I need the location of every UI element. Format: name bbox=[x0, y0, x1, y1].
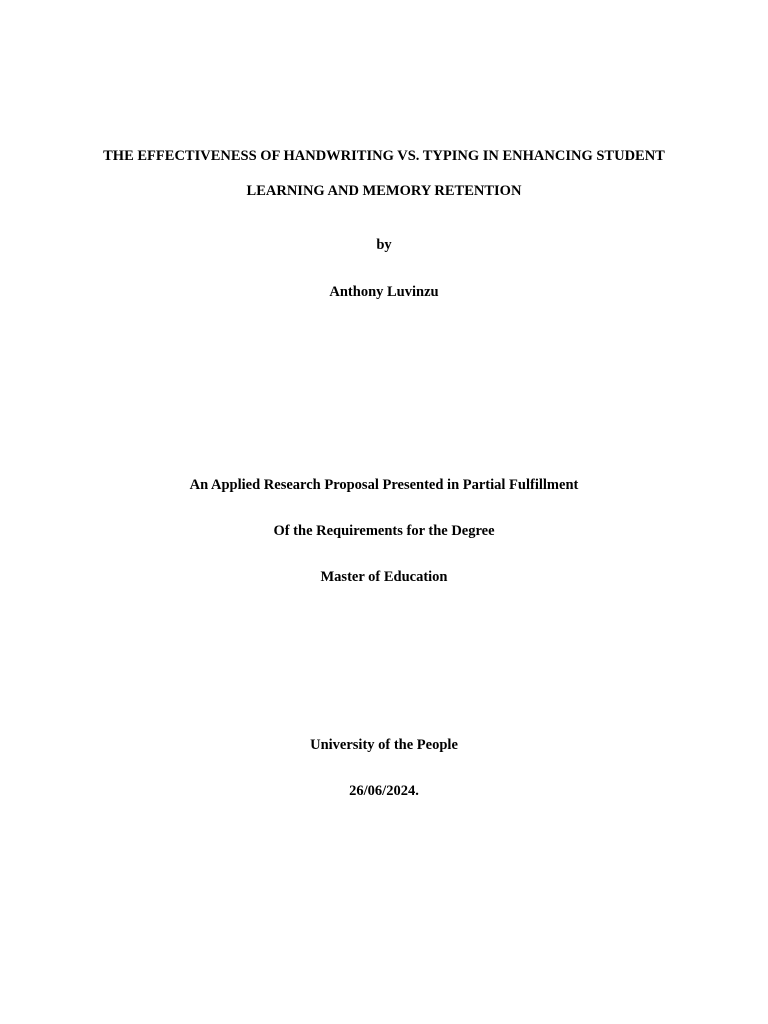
title-line-1: THE EFFECTIVENESS OF HANDWRITING VS. TYPING IN ENHANCING STUDENT bbox=[103, 148, 665, 164]
submission-date: 26/06/2024. bbox=[349, 783, 419, 799]
proposal-line-2: Of the Requirements for the Degree bbox=[273, 523, 495, 539]
title-line-2: LEARNING AND MEMORY RETENTION bbox=[246, 183, 522, 199]
author-name: Anthony Luvinzu bbox=[329, 284, 439, 300]
degree-name: Master of Education bbox=[320, 569, 448, 585]
institution-name: University of the People bbox=[310, 737, 458, 753]
proposal-line-1: An Applied Research Proposal Presented in Partial Fulfillment bbox=[189, 477, 579, 493]
by-text: by bbox=[376, 237, 392, 253]
